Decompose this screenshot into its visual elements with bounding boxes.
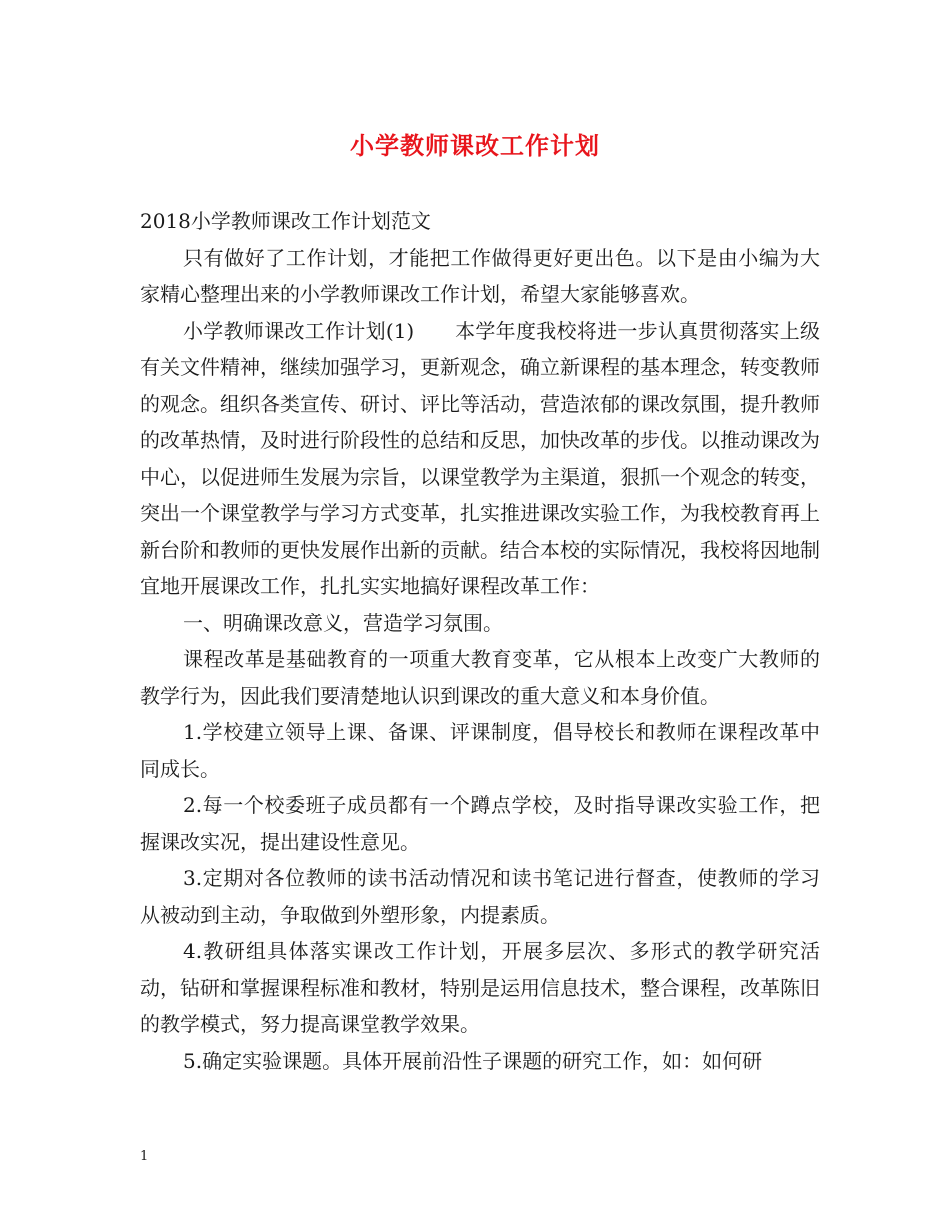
section-intro-paragraph: 课程改革是基础教育的一项重大教育变革，它从根本上改变广大教师的教学行为，因此我们要清楚地认识到课改的重大意义和本身价值。: [140, 647, 820, 708]
list-item-5: 5.确定实验课题。具体开展前沿性子课题的研究工作，如：如何研: [183, 1048, 763, 1073]
page-number: 1: [140, 1149, 149, 1164]
document-body: [140, 203, 820, 1079]
subtitle-line: 2018小学教师课改工作计划范文: [140, 209, 431, 233]
list-item-3: 3.定期对各位教师的读书活动情况和读书笔记进行督查，使教师的学习从被动到主动，争取做到外塑形象，内提素质。: [140, 866, 820, 927]
section-heading: 一、明确课改意义，营造学习氛围。: [183, 610, 503, 635]
list-item-1: 1.学校建立领导上课、备课、评课制度，倡导校长和教师在课程改革中同成长。: [140, 720, 820, 781]
document-title: 小学教师课改工作计划: [350, 131, 600, 160]
list-item-4: 4.教研组具体落实课改工作计划，开展多层次、多形式的教学研究活动，钻研和掌握课程标准和教材，特别是运用信息技术，整合课程，改革陈旧的教学模式，努力提高课堂教学效果。: [140, 939, 820, 1036]
intro-paragraph: 只有做好了工作计划，才能把工作做得更好更出色。以下是由小编为大家精心整理出来的小学教师课改工作计划，希望大家能够喜欢。: [140, 245, 820, 306]
plan-overview-paragraph: 小学教师课改工作计划(1) 本学年度我校将进一步认真贯彻落实上级有关文件精神，继续加强学习，更新观念，确立新课程的基本理念，转变教师的观念。组织各类宣传、研讨、评比等活动，营造浓郁的课改氛围，提升教师的改革热情，及时进行阶段性的总结和反思，加快改革的步伐。以推动课改为中心，以促进师生发展为宗旨，以课堂教学为主渠道，狠抓一个观念的转变，突出一个课堂教学与学习方式变革，扎实推进课改实验工作，为我校教育再上新台阶和教师的更快发展作出新的贡献。结合本校的实际情况，我校将因地制宜地开展课改工作，扎扎实实地搞好课程改革工作：: [140, 318, 820, 598]
list-item-2: 2.每一个校委班子成员都有一个蹲点学校，及时指导课改实验工作，把握课改实况，提出建设性意见。: [140, 793, 820, 854]
